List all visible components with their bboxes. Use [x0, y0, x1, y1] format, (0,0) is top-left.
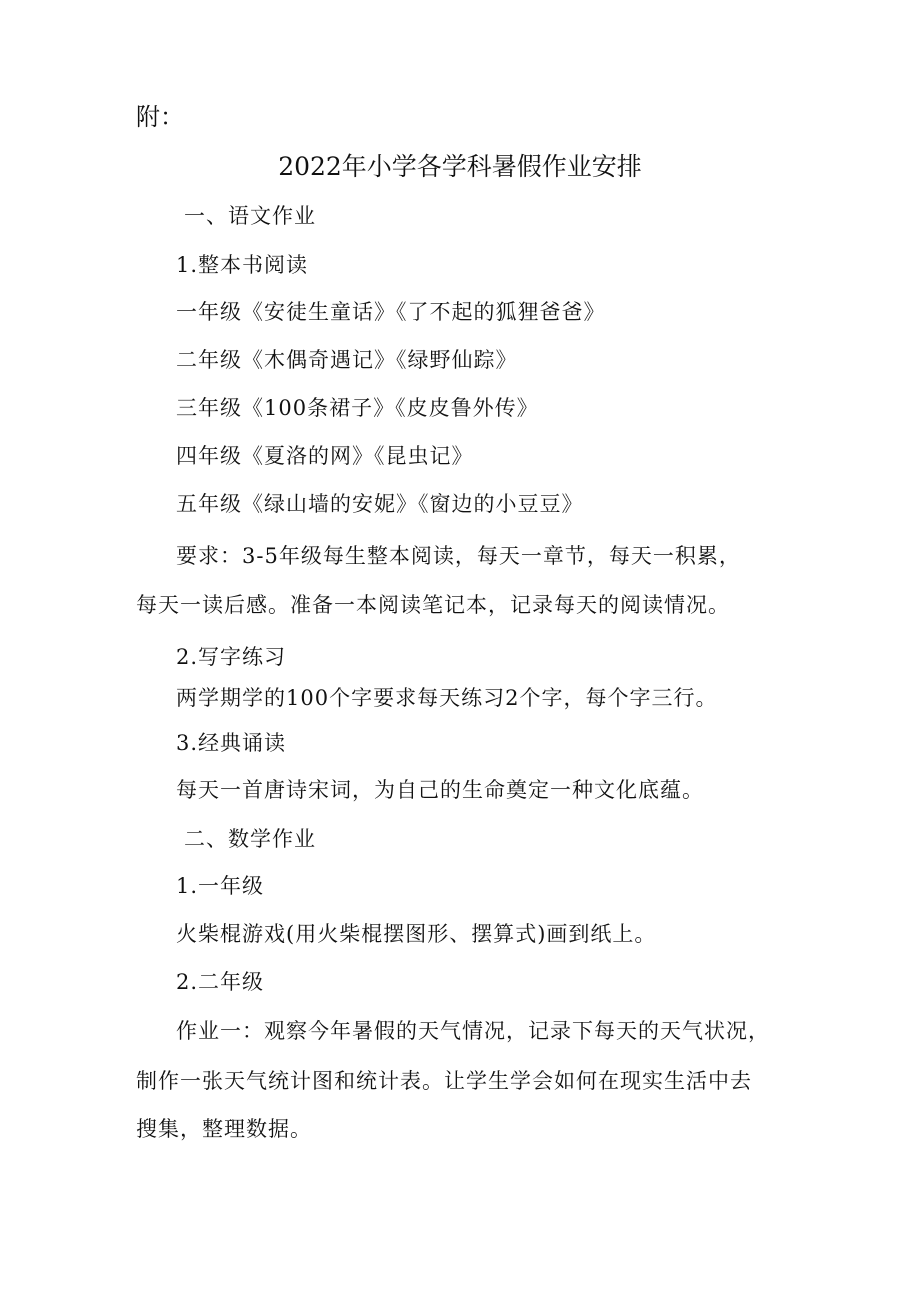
reading-grade-4: 四年级《夏洛的网》《昆虫记》	[176, 444, 474, 468]
subheading-grade-1: 1.一年级	[176, 874, 265, 898]
classics-text: 每天一首唐诗宋词，为自己的生命奠定一种文化底蕴。	[176, 778, 704, 802]
subheading-writing: 2.写字练习	[176, 645, 287, 669]
page-title: 2022年小学各学科暑假作业安排	[278, 152, 642, 181]
grade-2-task-line-1: 作业一：观察今年暑假的天气情况，记录下每天的天气状况，	[176, 1019, 770, 1043]
writing-text: 两学期学的100个字要求每天练习2个字，每个字三行。	[176, 686, 718, 710]
section-heading-chinese: 一、语文作业	[184, 204, 316, 228]
grade-2-task-line-2: 制作一张天气统计图和统计表。让学生学会如何在现实生活中去	[136, 1069, 752, 1093]
reading-grade-1: 一年级《安徒生童话》《了不起的狐狸爸爸》	[176, 300, 606, 324]
reading-grade-5: 五年级《绿山墙的安妮》《窗边的小豆豆》	[176, 492, 584, 516]
attachment-label: 附：	[136, 103, 184, 131]
subheading-grade-2: 2.二年级	[176, 970, 265, 994]
reading-grade-3: 三年级《100条裙子》《皮皮鲁外传》	[176, 396, 539, 420]
grade-1-text: 火柴棍游戏(用火柴棍摆图形、摆算式)画到纸上。	[176, 922, 657, 946]
section-heading-math: 二、数学作业	[184, 827, 316, 851]
reading-requirement-line-1: 要求：3-5年级每生整本阅读，每天一章节，每天一积累，	[176, 544, 741, 568]
reading-grade-2: 二年级《木偶奇遇记》《绿野仙踪》	[176, 348, 518, 372]
grade-2-task-line-3: 搜集，整理数据。	[136, 1117, 312, 1141]
subheading-reading: 1.整本书阅读	[176, 253, 309, 277]
subheading-classics: 3.经典诵读	[176, 731, 287, 755]
reading-requirement-line-2: 每天一读后感。准备一本阅读笔记本，记录每天的阅读情况。	[136, 593, 730, 617]
